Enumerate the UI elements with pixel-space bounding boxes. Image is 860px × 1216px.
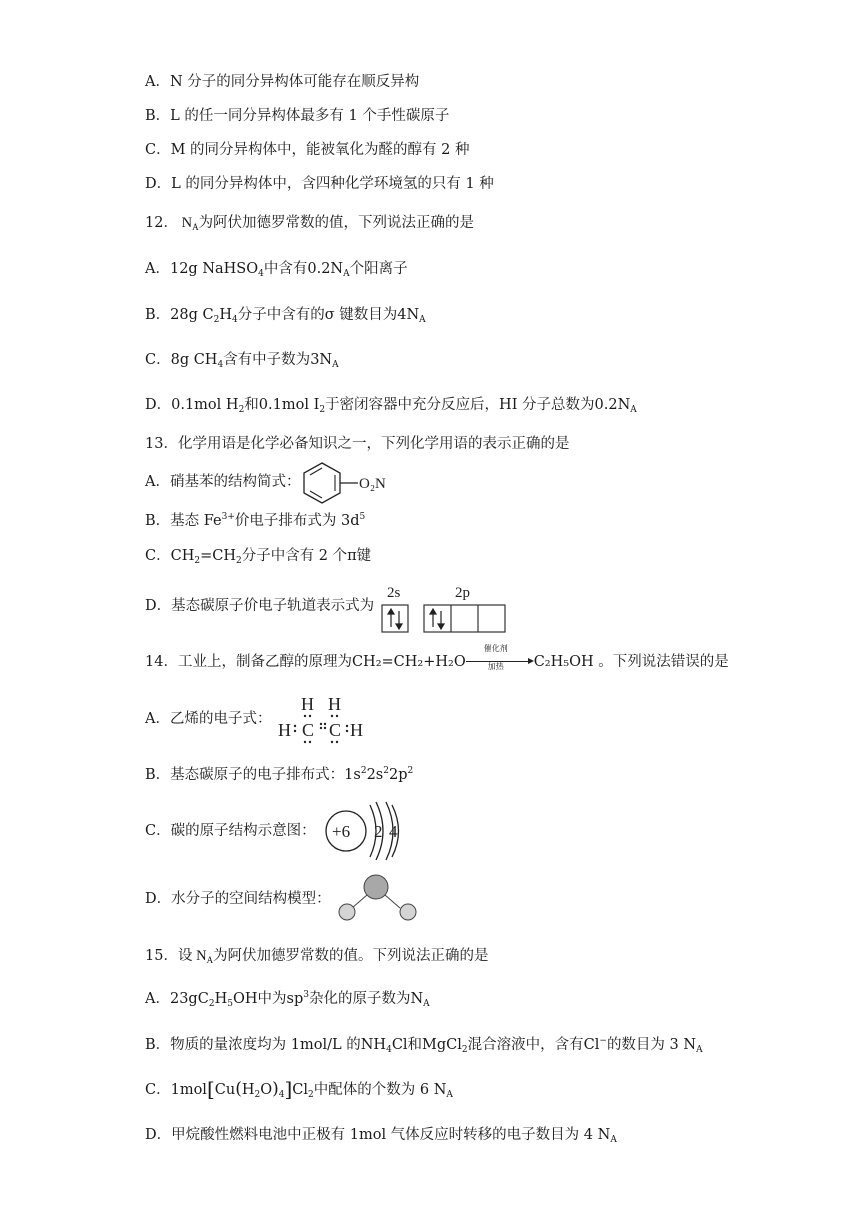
svg-text:H: H bbox=[350, 720, 363, 740]
q14-option-b: B．基态碳原子的电子排布式：$1s^22s^22p^2$ bbox=[145, 766, 414, 783]
shell-1-electrons: 2 bbox=[374, 822, 383, 841]
ethylene-electron-formula bbox=[274, 690, 374, 746]
carbon-atom-structure-diagram bbox=[320, 798, 420, 864]
nitro-group-label: O₂N bbox=[359, 476, 386, 492]
q11-option-d: D．L 的同分异构体中，含四种化学环境氢的只有 1 种 bbox=[145, 176, 494, 192]
q11-option-b: B．L 的任一同分异构体最多有 1 个手性碳原子 bbox=[145, 108, 450, 124]
q15-option-c: C．$1mol[Cu(H_2O)_4]Cl_2$中配体的个数为 6 $N_A$ bbox=[145, 1077, 453, 1101]
svg-text:H: H bbox=[328, 694, 341, 714]
q13-option-d: D．基态碳原子价电子轨道表示式为 bbox=[145, 598, 375, 614]
q14-option-a: A．乙烯的电子式： bbox=[145, 711, 272, 727]
q12-stem: 12． $N_A$为阿伏加德罗常数的值，下列说法正确的是 bbox=[145, 215, 475, 232]
q14-stem: 14．工业上，制备乙醇的原理为CH₂=CH₂+H₂O 催化剂 加热 C₂H₅OH 。下列说法错误的是 bbox=[145, 644, 729, 671]
svg-text:C: C bbox=[329, 720, 342, 740]
water-molecule-model bbox=[332, 872, 424, 924]
q15-option-a: A．$23gC_2H_5OH$中为$sp^3$杂化的原子数为$N_A$ bbox=[145, 990, 430, 1009]
q12-option-b: B．28g $C_2H_4$分子中含有的σ 键数目为$4N_A$ bbox=[145, 307, 426, 325]
carbon-orbital-diagram bbox=[380, 580, 510, 636]
q14-option-c: C．碳的原子结构示意图： bbox=[145, 823, 316, 839]
q11-option-a: A．N 分子的同分异构体可能存在顺反异构 bbox=[145, 74, 420, 90]
q13-stem: 13．化学用语是化学必备知识之一，下列化学用语的表示正确的是 bbox=[145, 436, 570, 452]
orbital-2s-label: 2s bbox=[387, 585, 401, 601]
q12-option-a: A．12g NaHSO$_4$中含有$0.2N_A$个阳离子 bbox=[145, 261, 408, 279]
q11-option-c: C．M 的同分异构体中，能被氧化为醛的醇有 2 种 bbox=[145, 142, 470, 158]
q13-option-a: A．硝基苯的结构简式： bbox=[145, 474, 301, 490]
nitrobenzene-structure bbox=[300, 459, 410, 507]
svg-text:H: H bbox=[278, 720, 291, 740]
reaction-arrow: 催化剂 加热 bbox=[466, 655, 534, 669]
q15-option-d: D．甲烷酸性燃料电池中正极有 1mol 气体反应时转移的电子数目为 4 $N_A$ bbox=[145, 1127, 617, 1145]
svg-text:C: C bbox=[302, 720, 315, 740]
q12-option-d: D．0.1mol $H_2$和0.1mol $I_2$于密闭容器中充分反应后，HI 分子总数为$0.2N_A$ bbox=[145, 397, 637, 415]
q15-option-b: B．物质的量浓度均为 1mol/L 的$NH_4Cl$和MgCl$_2$混合溶液中，含有Cl−的数目为 3 $N_A$ bbox=[145, 1036, 703, 1055]
q12-option-c: C．8g $CH_4$含有中子数为$3N_A$ bbox=[145, 352, 339, 370]
svg-text:H: H bbox=[301, 694, 314, 714]
nucleus-charge: +6 bbox=[332, 822, 351, 841]
shell-2-electrons: 4 bbox=[389, 822, 398, 841]
q13-option-b: B．基态 $Fe^{3+}$价电子排布式为 $3d^5$ bbox=[145, 512, 366, 529]
q13-option-c: C．$CH_2=CH_2$分子中含有 2 个π键 bbox=[145, 548, 372, 566]
q14-option-d: D．水分子的空间结构模型： bbox=[145, 891, 331, 907]
orbital-2p-label: 2p bbox=[455, 585, 470, 601]
q15-stem: 15．设 $N_A$为阿伏加德罗常数的值。下列说法正确的是 bbox=[145, 948, 489, 965]
